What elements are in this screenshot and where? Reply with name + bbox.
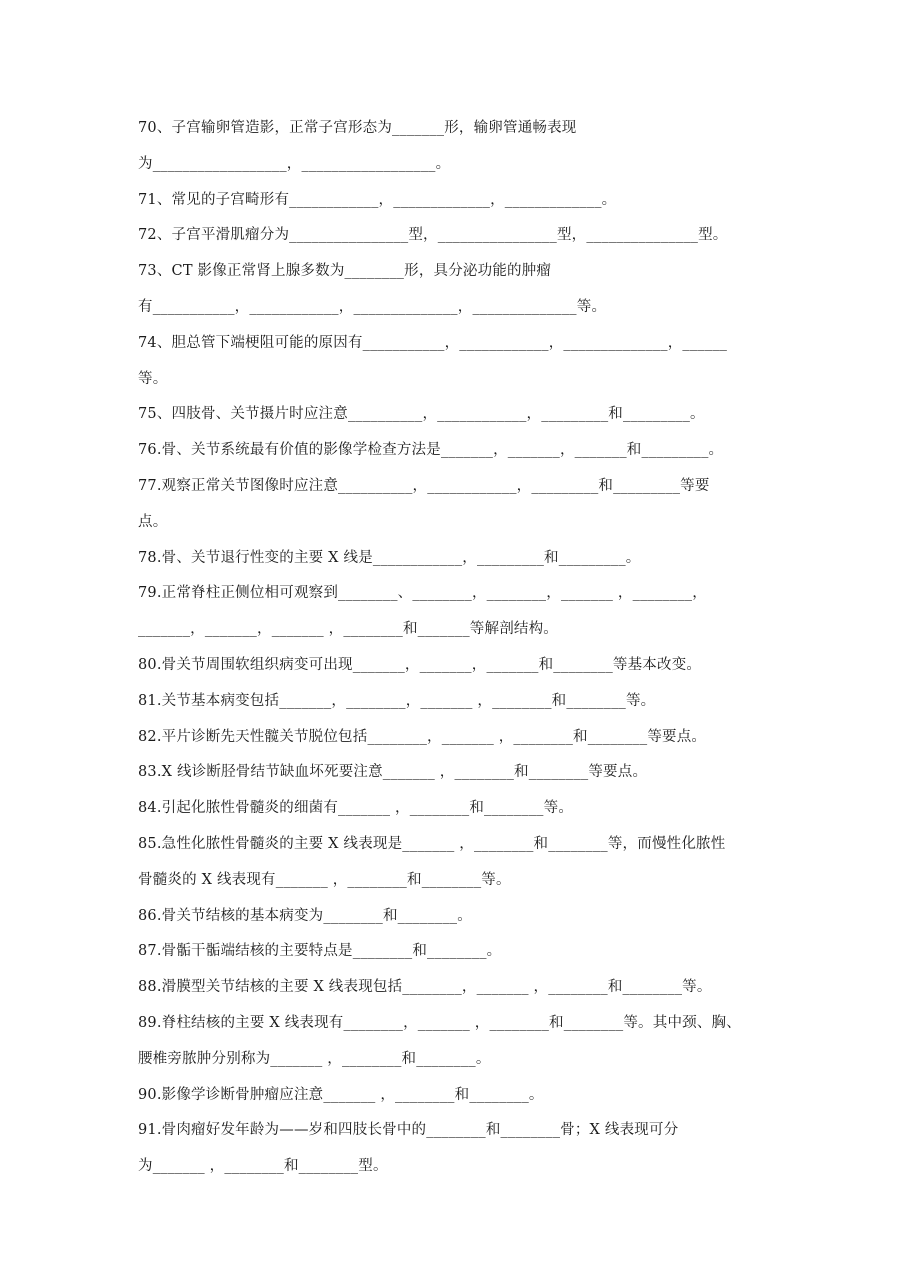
question-continuation-line: 等。 [138, 371, 168, 387]
question-line: 74、胆总管下端梗阻可能的原因有___________，____________，______________，______ [138, 335, 728, 351]
question-line: 77.观察正常关节图像时应注意__________，____________，_________和_________等要 [138, 478, 710, 494]
question-line: 76.骨、关节系统最有价值的影像学检查方法是_______，_______，_______和_________。 [138, 442, 724, 458]
question-continuation-line: _______，_______，_______ ，________和_______等解剖结构。 [138, 621, 559, 637]
question-line: 88.滑膜型关节结核的主要 X 线表现包括________，_______ ，________和________等。 [138, 979, 712, 995]
question-line: 71、常见的子宫畸形有____________，_____________，_____________。 [138, 192, 617, 208]
question-line: 82.平片诊断先天性髋关节脱位包括________，_______ ，________和________等要点。 [138, 729, 707, 745]
question-line: 79.正常脊柱正侧位相可观察到________、________，________，_______ ，________， [138, 585, 707, 601]
question-line: 81.关节基本病变包括_______，________，_______ ，________和________等。 [138, 693, 656, 709]
question-line: 72、子宫平滑肌瘤分为________________型，________________型，_______________型。 [138, 227, 728, 243]
question-continuation-line: 为_______ ，________和________型。 [138, 1158, 388, 1174]
question-line: 70、子宫输卵管造影，正常子宫形态为_______形，输卵管通畅表现 [138, 120, 577, 136]
question-line: 85.急性化脓性骨髓炎的主要 X 线表现是_______ ，________和________等，而慢性化脓性 [138, 836, 726, 852]
question-line: 90.影像学诊断骨肿瘤应注意_______ ，________和________。 [138, 1087, 544, 1103]
question-line: 87.骨骺干骺端结核的主要特点是________和________。 [138, 943, 502, 959]
question-line: 75、四肢骨、关节摄片时应注意__________，____________，_________和_________。 [138, 406, 705, 422]
question-line: 83.X 线诊断胫骨结节缺血坏死要注意_______ ，________和________等要点。 [138, 764, 648, 780]
question-line: 84.引起化脓性骨髓炎的细菌有_______ ，________和________等。 [138, 800, 574, 816]
question-line: 86.骨关节结核的基本病变为________和________。 [138, 908, 472, 924]
question-continuation-line: 为__________________，__________________。 [138, 156, 451, 172]
question-continuation-line: 有___________，____________，______________，______________等。 [138, 299, 607, 315]
question-continuation-line: 点。 [138, 514, 168, 530]
question-line: 73、CT 影像正常肾上腺多数为________形，具分泌功能的肿瘤 [138, 263, 552, 279]
question-continuation-line: 腰椎旁脓肿分别称为_______ ，________和________。 [138, 1051, 491, 1067]
question-line: 91.骨肉瘤好发年龄为——岁和四肢长骨中的________和________骨；X 线表现可分 [138, 1122, 679, 1138]
question-line: 89.脊柱结核的主要 X 线表现有________，_______ ，________和________等。其中颈、胸、 [138, 1015, 741, 1031]
question-continuation-line: 骨髓炎的 X 线表现有_______ ，________和________等。 [138, 872, 511, 888]
question-line: 80.骨关节周围软组织病变可出现_______，_______，_______和________等基本改变。 [138, 657, 702, 673]
question-line: 78.骨、关节退行性变的主要 X 线是____________，_________和_________。 [138, 550, 641, 566]
